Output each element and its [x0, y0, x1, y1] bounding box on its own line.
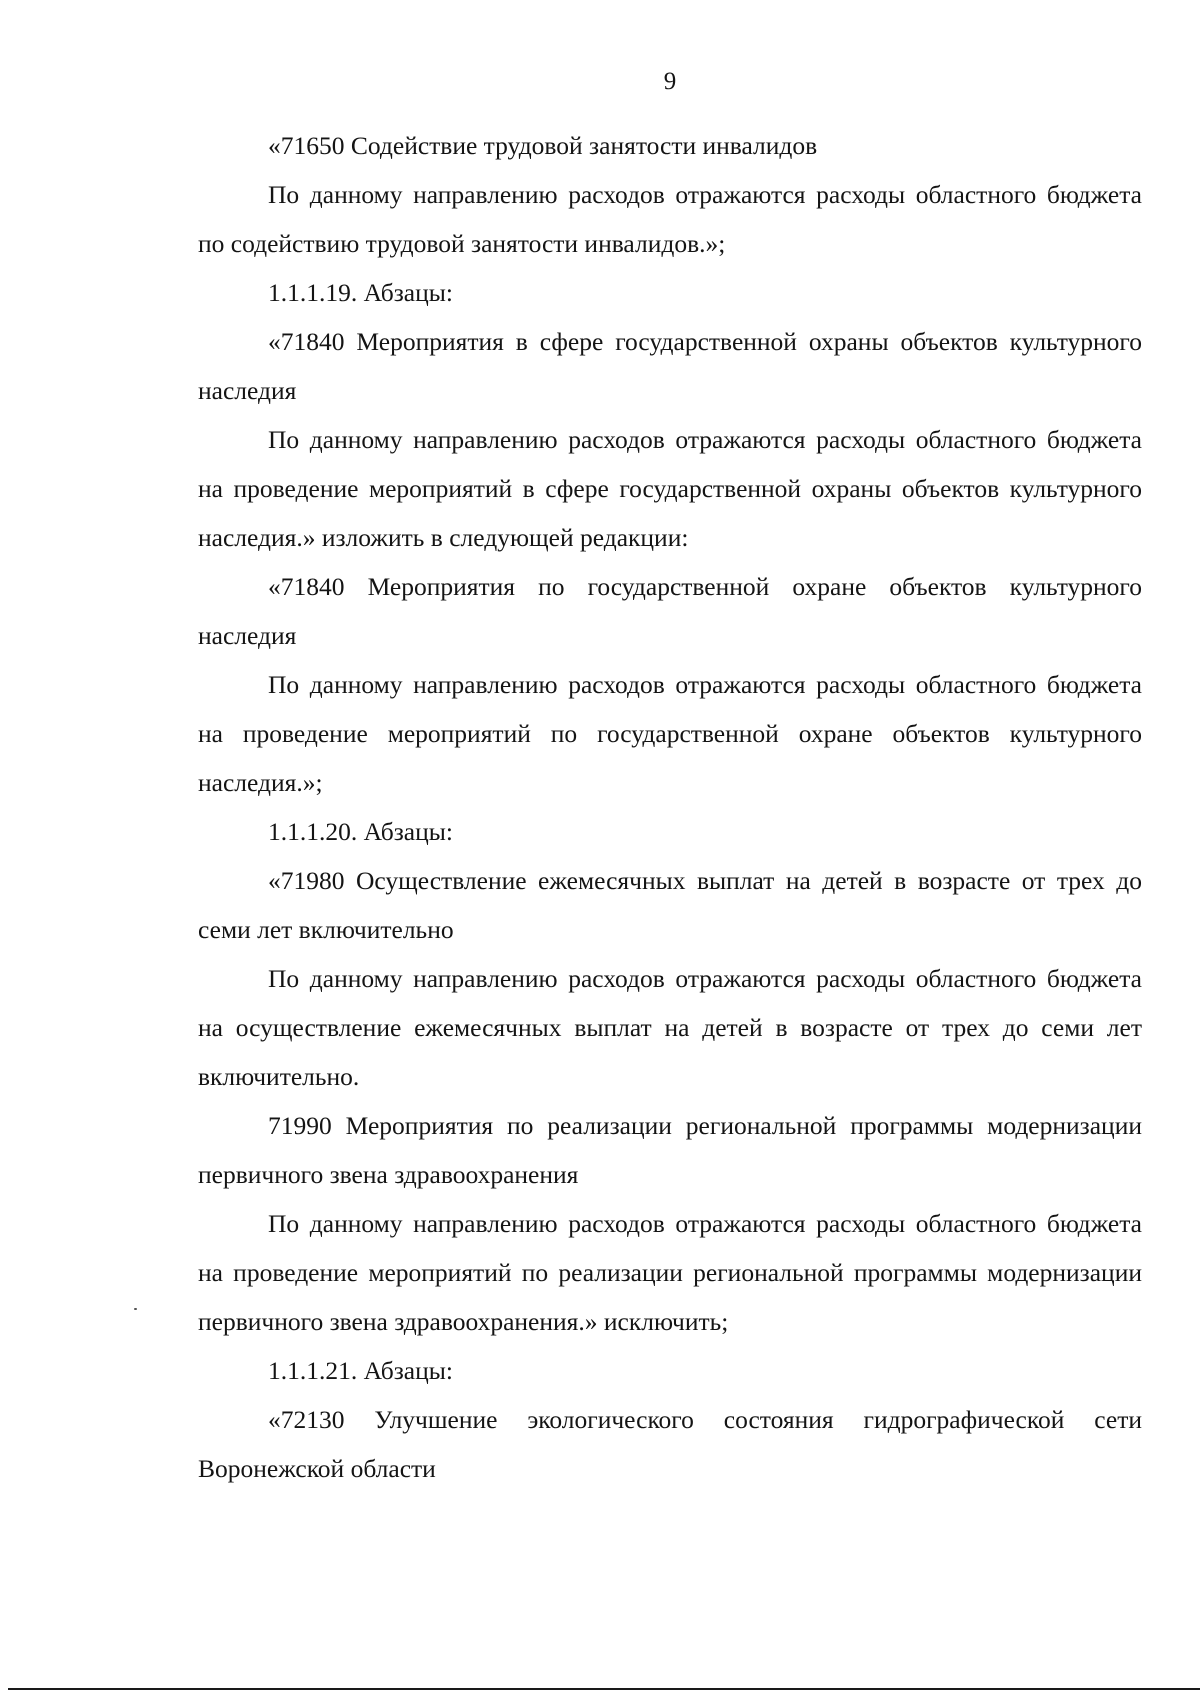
paragraph-description-71650: По данному направлению расходов отражаются расходы областного бюджета по содействию трудовой занятости инвалидов.»; — [198, 180, 1142, 258]
paragraph-heading-71650: «71650 Содействие трудовой занятости инвалидов — [268, 131, 818, 160]
paragraph-heading-71990: 71990 Мероприятия по реализации региональной программы модернизации первичного звена здравоохранения — [198, 1111, 1142, 1189]
paragraph-heading-72130: «72130 Улучшение экологического состояния гидрографической сети Воронежской области — [198, 1405, 1142, 1483]
document-body — [198, 121, 1142, 1493]
paragraph-heading-71840-old: «71840 Мероприятия в сфере государственной охраны объектов культурного наследия — [198, 327, 1142, 405]
scan-speck — [134, 1308, 137, 1310]
paragraph-heading-71840-new: «71840 Мероприятия по государственной охране объектов культурного наследия — [198, 572, 1142, 650]
paragraph-heading-71980: «71980 Осуществление ежемесячных выплат на детей в возрасте от трех до семи лет включительно — [198, 866, 1142, 944]
paragraph-description-71980: По данному направлению расходов отражаются расходы областного бюджета на осуществление ежемесячных выплат на детей в возрасте от трех до семи лет включительно. — [198, 964, 1142, 1091]
paragraph-clause-1-1-1-20: 1.1.1.20. Абзацы: — [268, 817, 453, 846]
paragraph-clause-1-1-1-21: 1.1.1.21. Абзацы: — [268, 1356, 453, 1385]
paragraph-description-71990: По данному направлению расходов отражаются расходы областного бюджета на проведение мероприятий по реализации региональной программы модернизации первичного звена здравоохранения.» исключить; — [198, 1209, 1142, 1336]
page-bottom-edge — [8, 1688, 1200, 1690]
paragraph-clause-1-1-1-19: 1.1.1.19. Абзацы: — [268, 278, 453, 307]
page-number: 9 — [663, 68, 677, 95]
paragraph-description-71840-new: По данному направлению расходов отражаются расходы областного бюджета на проведение мероприятий по государственной охране объектов культурного наследия.»; — [198, 670, 1142, 797]
paragraph-description-71840-old: По данному направлению расходов отражаются расходы областного бюджета на проведение мероприятий в сфере государственной охраны объектов культурного наследия.» изложить в следующей редакции: — [198, 425, 1142, 552]
